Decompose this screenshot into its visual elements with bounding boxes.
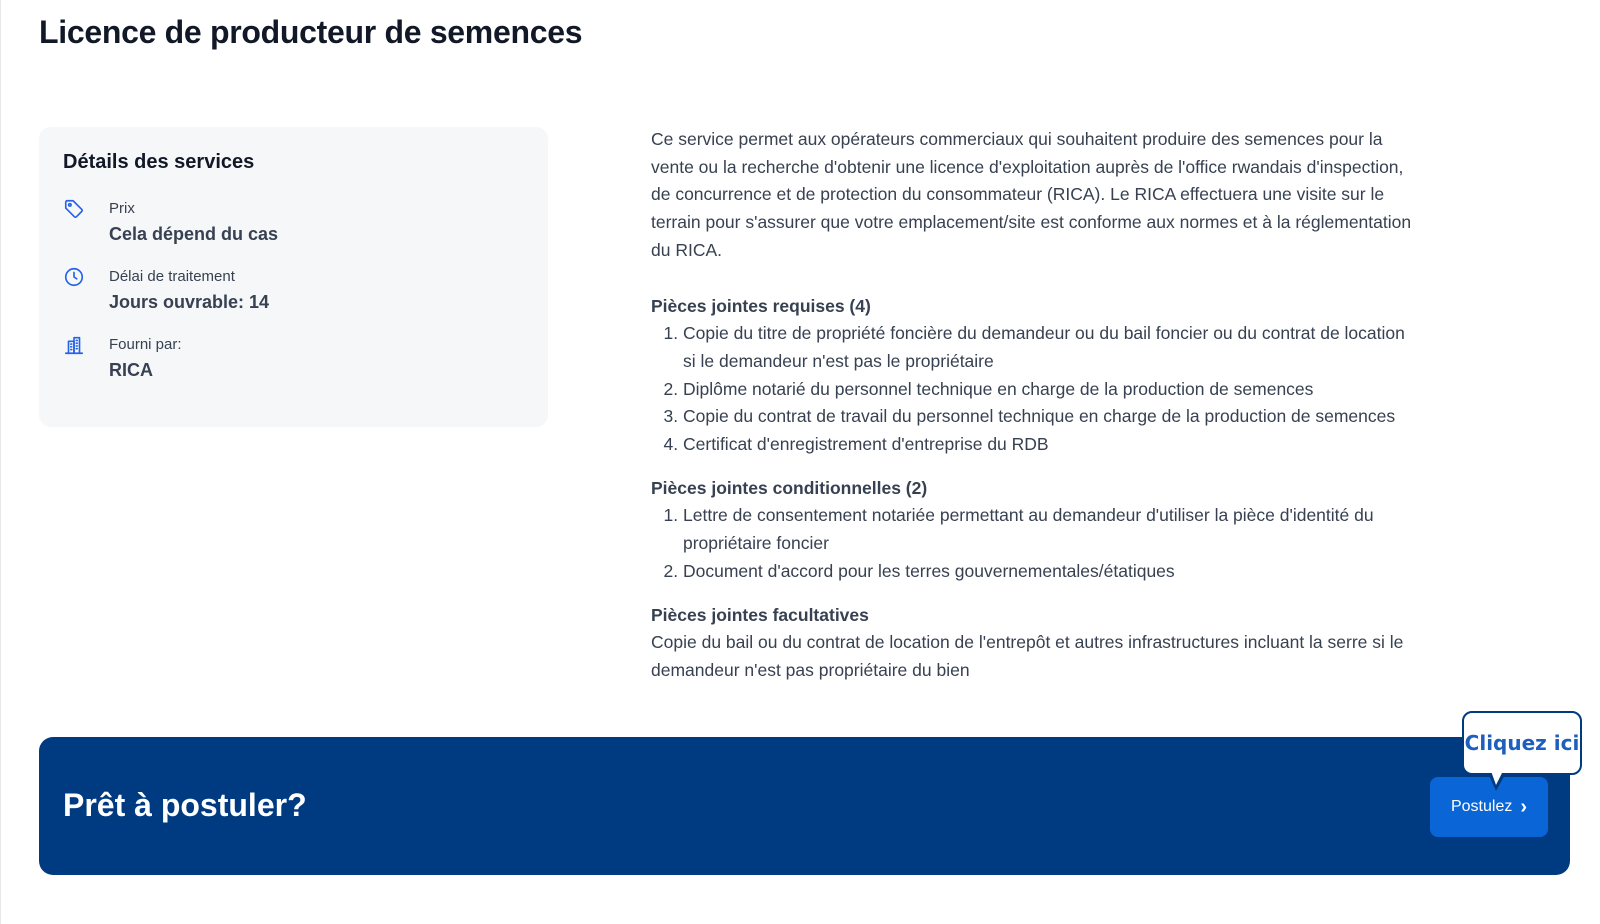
list-item: 1. Lettre de consentement notariée permettant au demandeur d'utiliser la pièce d'identité du propriétaire foncier: [683, 502, 1421, 557]
optional-attachments-text: Copie du bail ou du contrat de location de l'entrepôt et autres infrastructures incluant la serre si le demandeur n'est pas propriétaire du bien: [651, 632, 1404, 680]
provider-value: RICA: [109, 360, 153, 380]
list-item: 3. Copie du contrat de travail du personnel technique en charge de la production de semences: [683, 403, 1421, 431]
conditional-attachments-heading: Pièces jointes conditionnelles (2): [651, 477, 928, 498]
service-details-card: [39, 127, 548, 427]
list-item: 1. Copie du titre de propriété foncière du demandeur ou du bail foncier ou du contrat de location si le demandeur n'est pas le propriétaire: [683, 320, 1421, 375]
clock-icon: [63, 266, 85, 288]
list-item: 2. Document d'accord pour les terres gouvernementales/étatiques: [683, 558, 1421, 586]
provider-label: Fourni par:: [109, 336, 182, 353]
price-value: Cela dépend du cas: [109, 224, 279, 244]
required-attachments-list: [651, 320, 1421, 459]
list-item: 4. Certificat d'enregistrement d'entreprise du RDB: [683, 431, 1421, 459]
processing-time-label: Délai de traitement: [109, 268, 235, 285]
detail-price: [63, 196, 524, 264]
apply-banner: [39, 737, 1570, 875]
required-attachments-heading: Pièces jointes requises (4): [651, 295, 871, 316]
list-item: 2. Diplôme notarié du personnel technique en charge de la production de semences: [683, 376, 1421, 404]
price-label: Prix: [109, 200, 135, 217]
service-description: [651, 126, 1421, 685]
detail-processing-time: [63, 264, 524, 332]
price-tag-icon: [63, 198, 85, 220]
optional-attachments-heading: Pièces jointes facultatives: [651, 604, 869, 625]
processing-time-value: Jours ouvrable: 14: [109, 292, 270, 312]
left-border: [0, 0, 1, 924]
detail-provider: [63, 332, 524, 400]
details-title: Détails des services: [63, 151, 255, 173]
apply-heading: Prêt à postuler?: [63, 787, 307, 823]
intro-paragraph: Ce service permet aux opérateurs commerciaux qui souhaitent produire des semences pour la vente ou la recherche d'obtenir une licence d'exploitation auprès de l'office rwandais d'inspection, de concurrence et de protection du consommateur (RICA). Le RICA effectuera une visite sur le terrain pour s'assurer que votre emplacement/site est conforme aux normes et à la réglementation du RICA.: [651, 129, 1412, 260]
conditional-attachments-list: [651, 502, 1421, 585]
building-icon: [63, 334, 85, 356]
chevron-right-icon: ›: [1520, 796, 1528, 818]
page-title: Licence de producteur de semences: [39, 14, 583, 50]
callout-pointer-fill: [1491, 771, 1503, 785]
apply-button-label: Postulez: [1450, 798, 1513, 815]
click-here-callout: Cliquez ici: [1462, 711, 1582, 775]
